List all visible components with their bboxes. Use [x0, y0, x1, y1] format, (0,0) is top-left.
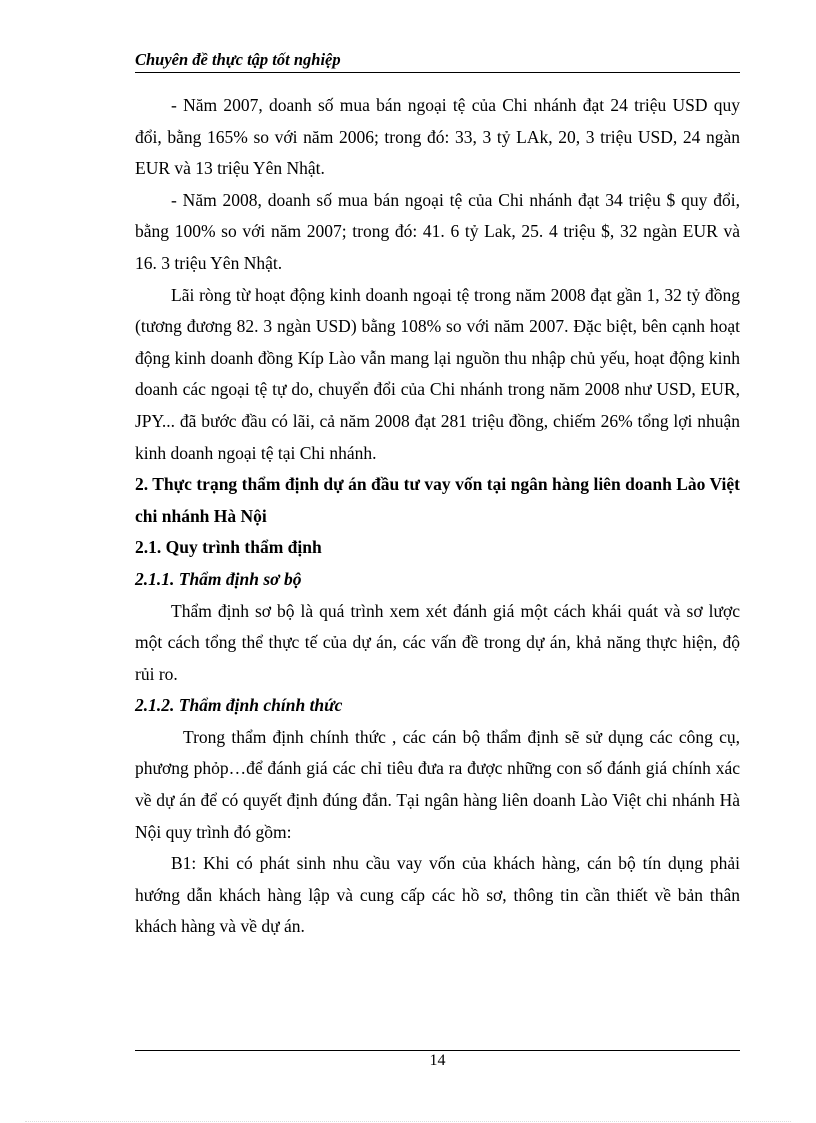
section-2-heading: 2. Thực trạng thẩm định dự án đầu tư vay vốn tại ngân hàng liên doanh Lào Việt chi nhánh Hà Nội — [135, 474, 740, 526]
section-2-1-2-heading: 2.1.2. Thẩm định chính thức — [135, 695, 343, 716]
page-number: 14 — [429, 1052, 446, 1069]
paragraph-net-profit: Lãi ròng từ hoạt động kinh doanh ngoại tệ trong năm 2008 đạt gần 1, 32 tỷ đồng (tương đương 82. 3 ngàn USD) bằng 108% so với năm 2007. Đặc biệt, bên cạnh hoạt động kinh doanh đồng Kíp Lào vẫn mang lại nguồn thu nhập chủ yếu, hoạt động kinh doanh các ngoại tệ tự do, chuyển đổi của Chi nhánh trong năm 2008 như USD, EUR, JPY... đã bước đầu có lãi, cả năm 2008 đạt 281 triệu đồng, chiếm 26% tổng lợi nhuận kinh doanh ngoại tệ tại Chi nhánh. — [135, 284, 740, 463]
page-header-title: Chuyên đề thực tập tốt nghiệp — [135, 50, 740, 73]
footer-divider — [135, 1050, 740, 1051]
page-edge — [25, 1121, 791, 1122]
page-body — [135, 90, 740, 943]
step-b1-text: B1: Khi có phát sinh nhu cầu vay vốn của khách hàng, cán bộ tín dụng phải hướng dẫn khách hàng lập và cung cấp các hồ sơ, thông tin cần thiết về bản thân khách hàng và về dự án. — [135, 853, 740, 937]
paragraph-2007-sales: - Năm 2007, doanh số mua bán ngoại tệ của Chi nhánh đạt 24 triệu USD quy đổi, bằng 165% so với năm 2006; trong đó: 33, 3 tỷ LAk, 20, 3 triệu USD, 24 ngàn EUR và 13 triệu Yên Nhật. — [135, 95, 740, 179]
section-2-1-heading: 2.1. Quy trình thẩm định — [135, 537, 322, 558]
section-2-1-1-heading: 2.1.1. Thẩm định sơ bộ — [135, 568, 302, 589]
paragraph-2008-sales: - Năm 2008, doanh số mua bán ngoại tệ của Chi nhánh đạt 34 triệu $ quy đổi, bằng 100% so với năm 2007; trong đó: 41. 6 tỷ Lak, 25. 4 triệu $, 32 ngàn EUR và 16. 3 triệu Yên Nhật. — [135, 189, 740, 273]
section-2-1-1-text: Thẩm định sơ bộ là quá trình xem xét đánh giá một cách khái quát và sơ lược một cách tổng thể thực tế của dự án, các vấn đề trong dự án, khả năng thực hiện, độ rủi ro. — [135, 600, 740, 684]
section-2-1-2-text: Trong thẩm định chính thức , các cán bộ thẩm định sẽ sử dụng các công cụ, phương phỏp…để đánh giá các chỉ tiêu đưa ra được những con số đánh giá chính xác về dự án để có quyết định đúng đắn. Tại ngân hàng liên doanh Lào Việt chi nhánh Hà Nội quy trình đó gồm: — [135, 726, 740, 842]
